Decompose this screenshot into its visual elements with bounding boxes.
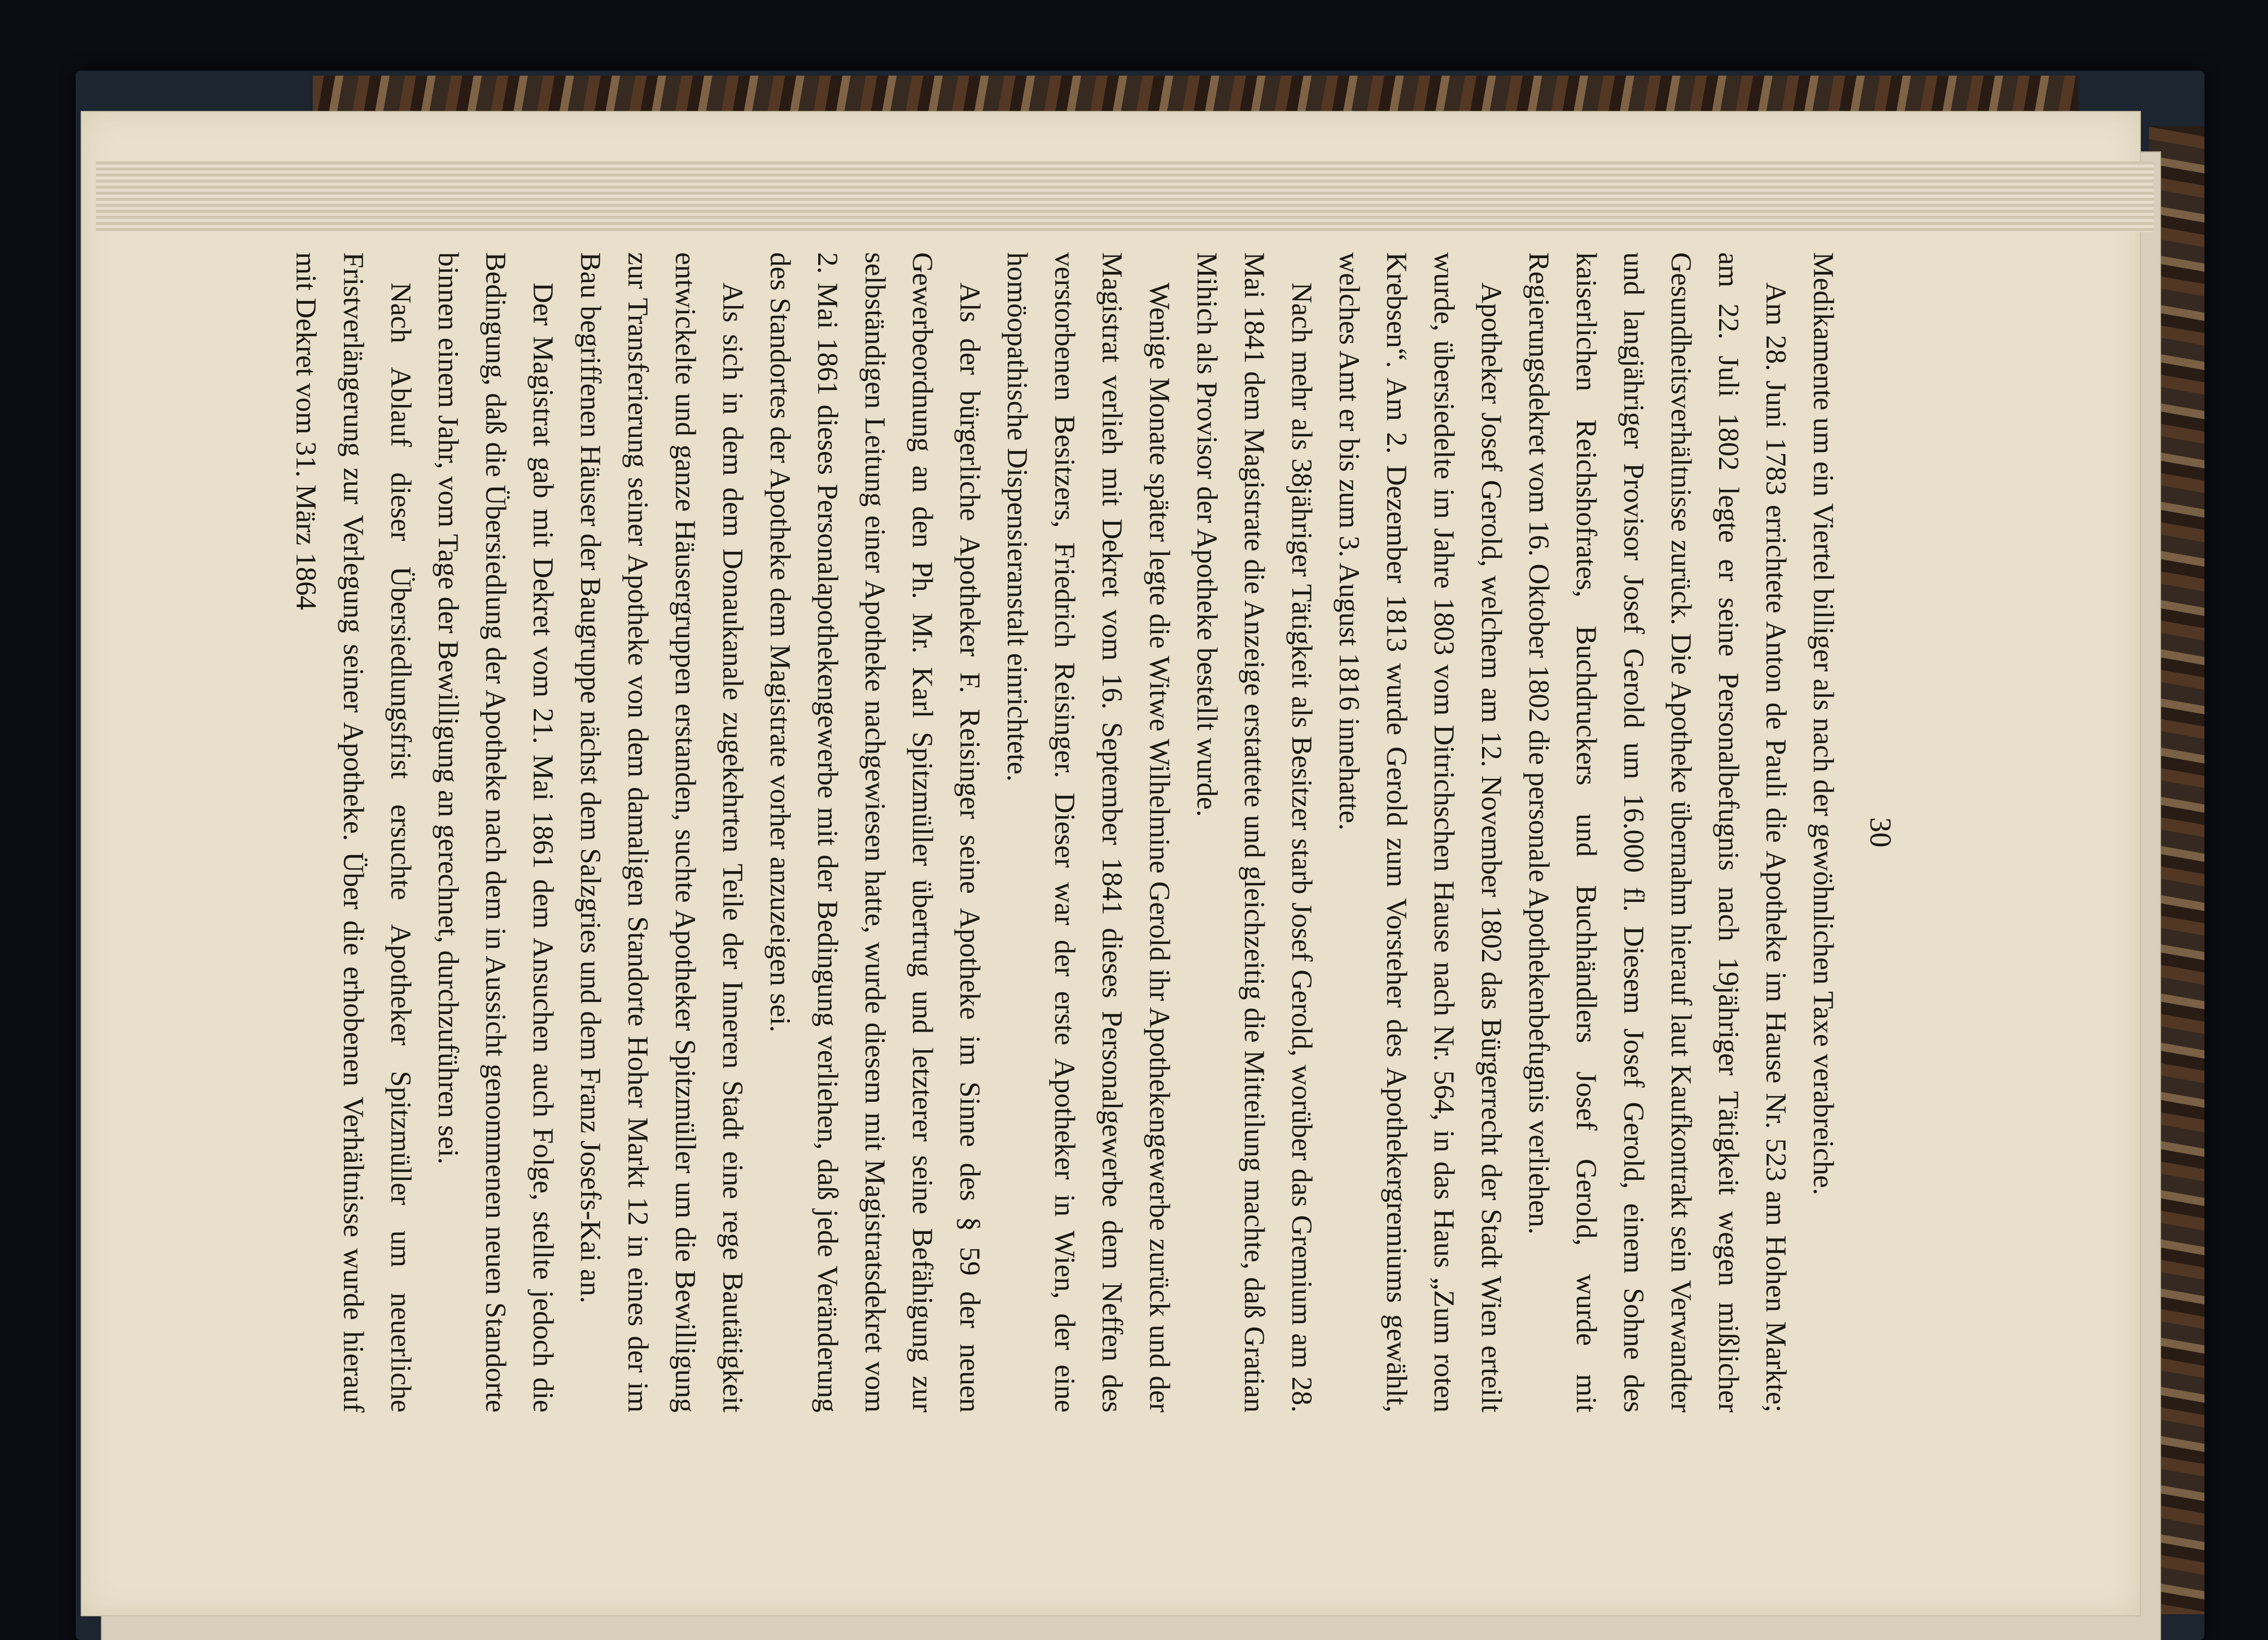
paragraph: Wenige Monate später legte die Witwe Wilhelmine Gerold ihr Apothekengewerbe zurück und der Magistrat verlieh mit Dekret vom 16. September 1841 dieses Personalgewerbe dem Neffen des verstorbenen Besitzers, Friedrich Reisinger. Dieser war der erste Apotheker in Wien, der eine homöopathische Dispensieranstalt einrichtete. <box>1001 252 1175 1412</box>
paragraph: Als der bürgerliche Apotheker F. Reisinger seine Apotheke im Sinne des § 59 der neuen Gewerbeordnung an den Ph. Mr. Karl Spitzmüller übertrug und letzterer seine Befähigung zur selbständigen Leitung einer Apotheke nachgewiesen hatte, wurde diesem mit Magistratsdekret vom 2. Mai 1861 dieses Personalapothekengewerbe mit der Bedingung verliehen, daß jede Veränderung des Standortes der Apotheke dem Magistrate vorher anzuzeigen sei. <box>764 252 986 1412</box>
page-text-block <box>290 252 1904 1412</box>
paragraph: Der Magistrat gab mit Dekret vom 21. Mai 1861 dem Ansuchen auch Folge, stellte jedoch die Bedingung, daß die Übersiedlung der Apotheke nach dem in Aussicht genommenen neuen Standorte binnen einem Jahr, vom Tage der Bewilligung an gerechnet, durchzuführen sei. <box>432 252 559 1412</box>
paragraph: Nach Ablauf dieser Übersiedlungsfrist ersuchte Apotheker Spitzmüller um neuerliche Fristverlängerung zur Verlegung seiner Apotheke. Über die erhobenen Verhältnisse wurde hierauf mit Dekret vom 31. März 1864 <box>290 252 417 1412</box>
paragraph: Medikamente um ein Viertel billiger als nach der gewöhnlichen Taxe verabreiche. <box>1807 252 1839 1196</box>
paragraph: Am 28. Juni 1783 errichtete Anton de Pauli die Apotheke im Hause Nr. 523 am Hohen Markte; am 22. Juli 1802 legte er seine Personalbefugnis nach 19jähriger Tätigkeit wegen mißlicher Gesundheitsverhältnisse zurück. Die Apotheke übernahm hierauf laut Kaufkontrakt sein Verwandter und langjähriger Provisor Josef Gerold um 16.000 fl. Diesem Josef Gerold, einem Sohne des kaiserlichen Reichshofrates, Buchdruckers und Buchhändlers Josef Gerold, wurde mit Regierungsdekret vom 16. Oktober 1802 die personale Apothekenbefugnis verliehen. <box>1523 252 1792 1412</box>
paragraph: Als sich in dem dem Donaukanale zugekehrten Teile der Inneren Stadt eine rege Bautätigkeit entwickelte und ganze Häusergruppen erstanden, suchte Apotheker Spitzmüller um die Bewilligung zur Transferierung seiner Apotheke von dem damaligen Standorte Hoher Markt 12 in eines der im Bau begriffenen Häuser der Baugruppe nächst dem Salzgries und dem Franz Josefs-Kai an. <box>575 252 749 1412</box>
paragraph: Apotheker Josef Gerold, welchem am 12. November 1802 das Bürgerrecht der Stadt Wien erteilt wurde, übersiedelte im Jahre 1803 vom Ditrichschen Hause nach Nr. 564, in das Haus „Zum roten Krebsen“. Am 2. Dezember 1813 wurde Gerold zum Vorsteher des Apothekergremiums gewählt, welches Amt er bis zum 3. August 1816 innehatte. <box>1333 252 1507 1412</box>
page-number: 30 <box>1864 817 1897 847</box>
page-edges <box>96 161 2154 232</box>
paragraph: Nach mehr als 38jähriger Tätigkeit als Besitzer starb Josef Gerold, worüber das Gremium am 28. Mai 1841 dem Magistrate die Anzeige erstattete und gleichzeitig die Mitteilung machte, daß Gratian Mihich als Provisor der Apotheke bestellt wurde. <box>1191 252 1318 1412</box>
